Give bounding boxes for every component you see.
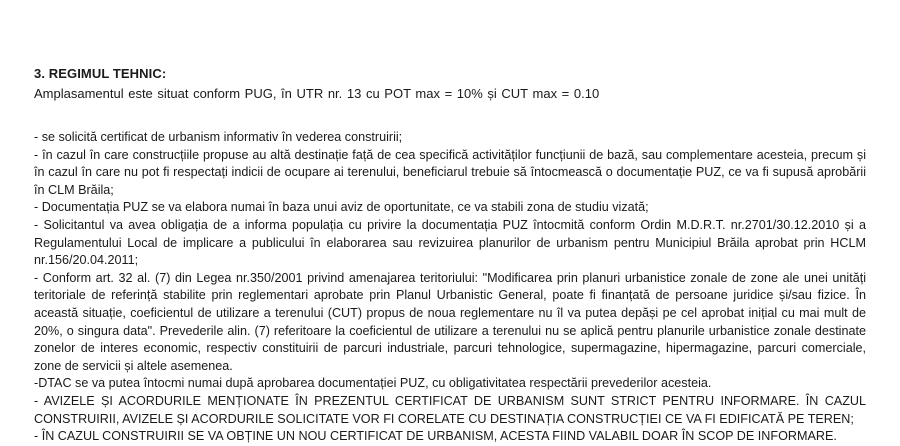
regulations-text <box>34 129 866 446</box>
paragraph-dtac: -DTAC se va putea întocmi numai după aprobarea documentației PUZ, cu obligativitatea respectării prevederilor acesteia. <box>34 376 712 391</box>
section-heading: 3. REGIMUL TEHNIC: <box>34 66 167 81</box>
paragraph-lege-350: - Conform art. 32 al. (7) din Legea nr.350/2001 privind amenajarea teritoriului: "Modificarea prin planuri urbanistice zonale de zone ale unei unități teritoriale de referință stabilite prin reglementari aprobate prin Planul Urbanistic General, poate fi finanțată de persoane juridice și/sau fizice. În această situație, coeficientul de utilizare a terenului (CUT) propus de noua reglementare nu îl va putea depăși pe cel aprobat inițial cu mai mult de 20%, o singura data". Prevederile alin. (7) referitoare la coeficientul de utilizare a terenului nu se aplică pentru planurile urbanistice zonale destinate zonelor de interes economic, respectiv constituirii de parcuri industriale, parcuri tehnologice, supermagazine, hipermagazine, parcuri comerciale, zone de servicii și altele asemenea. <box>34 270 866 373</box>
paragraph-nou-certificat: - ÎN CAZUL CONSTRUIRII SE VA OBȚINE UN NOU CERTIFICAT DE URBANISM, ACESTA FIIND VALABIL DOAR ÎN SCOP DE INFORMARE. <box>34 429 837 444</box>
paragraph-aviz-oportunitate: - Documentația PUZ se va elabora numai în baza unui aviz de oportunitate, ce va stabili zona de studiu vizată; <box>34 200 649 215</box>
paragraph-certificat-informativ: - se solicită certificat de urbanism informativ în vederea construirii; <box>34 130 403 144</box>
intro-line: Amplasamentul este situat conform PUG, în UTR nr. 13 cu POT max = 10% și CUT max = 0.10 <box>34 86 600 101</box>
paragraph-informare-populatie: - Solicitantul va avea obligația de a informa populația cu privire la documentația PUZ întocmită conform Ordin M.D.R.T. nr.2701/30.12.2010 și a Regulamentului Local de implicare a publicului în elaborarea sau revizuirea planurilor de urbanism pentru Municipiul Brăila aprobat prin HCLM nr.156/20.04.2011; <box>34 217 866 268</box>
paragraph-destinatie-puz: - în cazul în care construcțiile propuse au altă destinație față de cea specifică activităților funcțiunii de bază, sau complementare acesteia, precum și în cazul în care nu pot fi respectați indicii de ocupare ai terenului, beneficiarul trebuie să întocmească o documentație PUZ, ce va fi supusă aprobării în CLM Brăila; <box>34 147 866 197</box>
paragraph-avize-acorduri: - AVIZELE ȘI ACORDURILE MENȚIONATE ÎN PREZENTUL CERTIFICAT DE URBANISM SUNT STRICT PENTRU INFORMARE. ÎN CAZUL CONSTRUIRII, AVIZELE ȘI ACORDURILE SOLICITATE VOR FI CORELATE CU DESTINAȚIA CONSTRUCȚIEI CE VA FI EDIFICATĂ PE TEREN; <box>34 393 866 426</box>
